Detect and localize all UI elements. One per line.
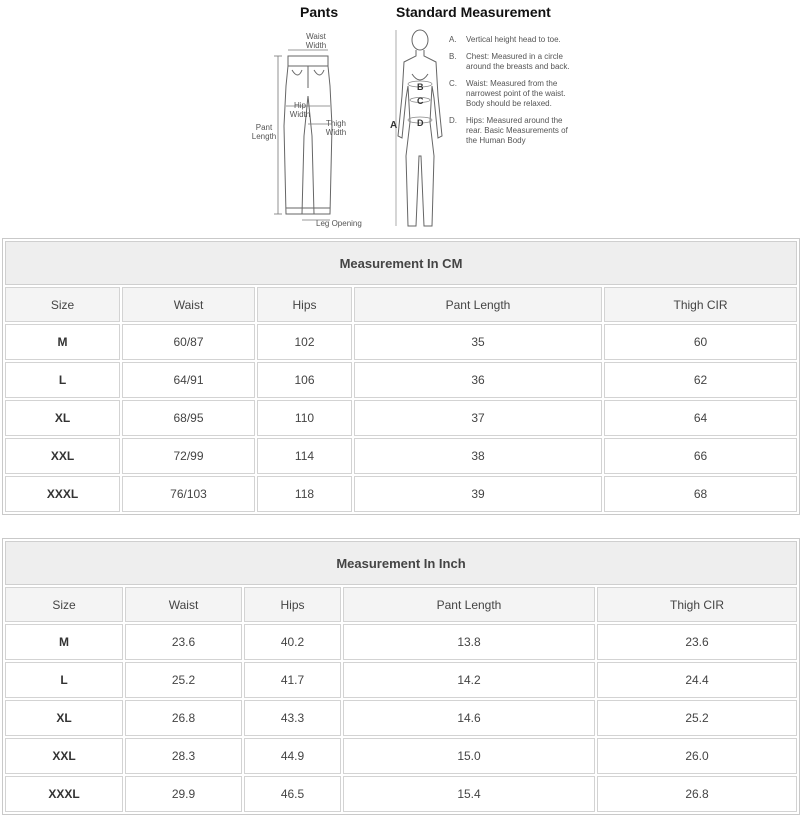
size-cell: XXL	[5, 738, 123, 774]
hips-cell: 43.3	[244, 700, 341, 736]
size-cell: XXXL	[5, 776, 123, 812]
note-waist: C. Waist: Measured from the narrowest point of the waist. Body should be relaxed.	[449, 79, 566, 108]
thigh-cir-cell: 68	[604, 476, 797, 512]
waist-cell: 23.6	[125, 624, 242, 660]
waist-cell: 26.8	[125, 700, 242, 736]
hips-cell: 46.5	[244, 776, 341, 812]
table-caption: Measurement In CM	[5, 241, 797, 285]
thigh-cir-cell: 24.4	[597, 662, 797, 698]
hip-width-label: Hip Width	[289, 101, 311, 119]
pant-length-cell: 13.8	[343, 624, 595, 660]
waist-cell: 76/103	[122, 476, 255, 512]
letter-b: B	[417, 82, 424, 92]
waist-cell: 72/99	[122, 438, 255, 474]
table-row	[5, 624, 797, 660]
size-cell: XL	[5, 400, 120, 436]
table-row	[5, 438, 797, 474]
hips-cell: 110	[257, 400, 352, 436]
hips-cell: 41.7	[244, 662, 341, 698]
waist-cell: 28.3	[125, 738, 242, 774]
pant-length-cell: 14.2	[343, 662, 595, 698]
pant-length-cell: 36	[354, 362, 602, 398]
size-cell: M	[5, 624, 123, 660]
size-cell: M	[5, 324, 120, 360]
waist-cell: 60/87	[122, 324, 255, 360]
size-cell: XXXL	[5, 476, 120, 512]
leg-opening-label: Leg Opening	[316, 219, 362, 228]
body-figure	[386, 26, 448, 236]
size-cell: L	[5, 362, 120, 398]
table-row	[5, 776, 797, 812]
pants-title: Pants	[300, 4, 339, 20]
header-thigh-cir: Thigh CIR	[604, 287, 797, 322]
header-size: Size	[5, 287, 120, 322]
header-thigh-cir: Thigh CIR	[597, 587, 797, 622]
letter-c: C	[417, 96, 424, 106]
table-row	[5, 700, 797, 736]
pant-length-cell: 14.6	[343, 700, 595, 736]
pant-length-cell: 15.4	[343, 776, 595, 812]
header-waist: Waist	[125, 587, 242, 622]
hips-cell: 118	[257, 476, 352, 512]
note-hips: D. Hips: Measured around the rear. Basic Measurements of the Human Body	[449, 116, 568, 145]
table-row	[5, 362, 797, 398]
standard-measurement-title: Standard Measurement	[396, 4, 551, 20]
table-row	[5, 738, 797, 774]
thigh-width-label: Thigh Width	[325, 119, 347, 137]
thigh-cir-cell: 60	[604, 324, 797, 360]
size-illustration	[0, 0, 800, 236]
table-caption: Measurement In Inch	[5, 541, 797, 585]
pant-length-cell: 35	[354, 324, 602, 360]
size-cell: XXL	[5, 438, 120, 474]
size-cell: XL	[5, 700, 123, 736]
table-row	[5, 662, 797, 698]
pant-length-cell: 38	[354, 438, 602, 474]
letter-a: A	[390, 120, 398, 131]
note-chest: B. Chest: Measured in a circle around the breasts and back.	[449, 52, 570, 71]
header-size: Size	[5, 587, 123, 622]
waist-cell: 68/95	[122, 400, 255, 436]
waist-cell: 25.2	[125, 662, 242, 698]
measurement-notes	[449, 35, 579, 153]
hips-cell: 44.9	[244, 738, 341, 774]
table-row	[5, 400, 797, 436]
thigh-cir-cell: 64	[604, 400, 797, 436]
waist-width-label: Waist Width	[305, 32, 327, 50]
waist-cell: 29.9	[125, 776, 242, 812]
waist-cell: 64/91	[122, 362, 255, 398]
pant-length-label: Pant Length	[251, 123, 277, 141]
thigh-cir-cell: 23.6	[597, 624, 797, 660]
header-hips: Hips	[257, 287, 352, 322]
pant-length-cell: 37	[354, 400, 602, 436]
thigh-cir-cell: 66	[604, 438, 797, 474]
hips-cell: 106	[257, 362, 352, 398]
letter-d: D	[417, 118, 424, 128]
pant-length-cell: 39	[354, 476, 602, 512]
hips-cell: 114	[257, 438, 352, 474]
header-pant-length: Pant Length	[343, 587, 595, 622]
note-height: A. Vertical height head to toe.	[449, 35, 561, 44]
header-hips: Hips	[244, 587, 341, 622]
hips-cell: 102	[257, 324, 352, 360]
thigh-cir-cell: 25.2	[597, 700, 797, 736]
size-cell: L	[5, 662, 123, 698]
cm-size-table	[2, 238, 800, 515]
table-row	[5, 476, 797, 512]
table-row	[5, 324, 797, 360]
inch-size-table	[2, 538, 800, 815]
hips-cell: 40.2	[244, 624, 341, 660]
thigh-cir-cell: 26.8	[597, 776, 797, 812]
pant-length-cell: 15.0	[343, 738, 595, 774]
header-waist: Waist	[122, 287, 255, 322]
thigh-cir-cell: 26.0	[597, 738, 797, 774]
header-pant-length: Pant Length	[354, 287, 602, 322]
thigh-cir-cell: 62	[604, 362, 797, 398]
